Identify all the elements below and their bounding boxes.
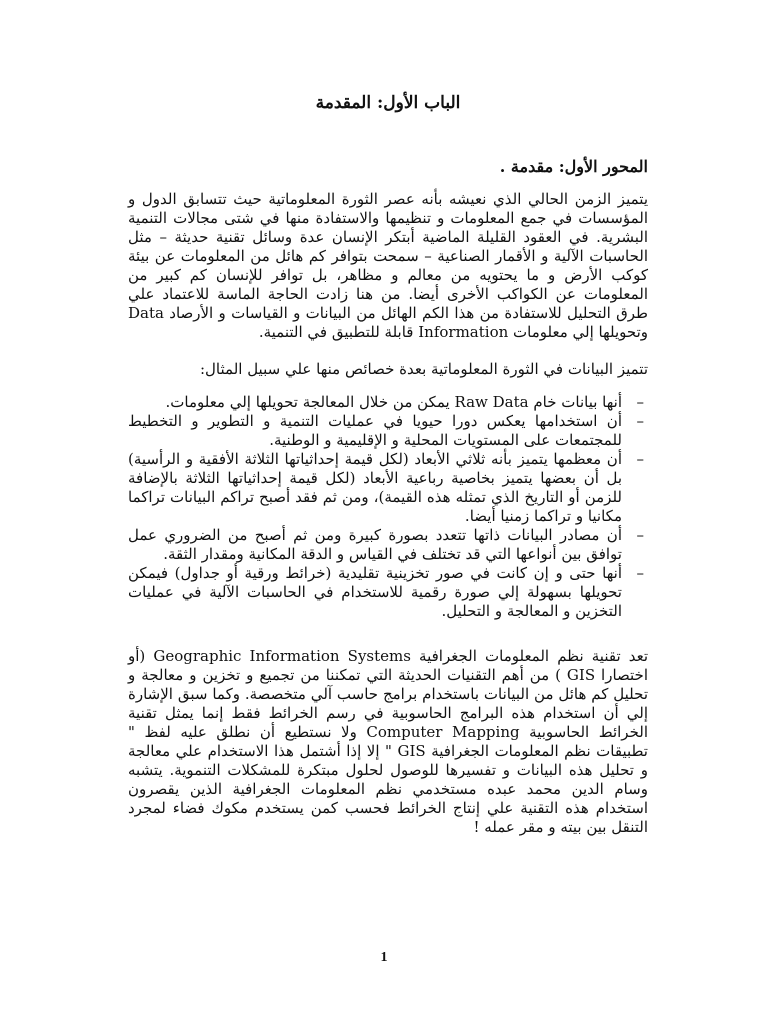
- section-title: المحور الأول: مقدمة .: [499, 157, 648, 176]
- gis-paragraph: تعد تقنية نظم المعلومات الجغرافية Geographic Information Systems (أو اختصارا GIS ) من أهم التقنيات الحديثة التي تمكننا من تجميع و تخزين و معالجة و تحليل كم هائل من البيانات باستخدام برامج حاسب آلي متخصصة. وكما سبق الإشارة إلي أن استخدام هذه البرامج الحاسوبية في رسم الخرائط فقط إنما يمثل تقنية الخرائط الحاسوبية Computer Mapping ولا نستطيع أن نطلق عليه لفظ " تطبيقات نظم المعلومات الجغرافية GIS " إلا إذا أشتمل هذا الاستخدام علي معالجة و تحليل هذه البيانات و تفسيرها للوصول لحلول مبتكرة للمشكلات التنموية. يتشبه وسام الدين محمد عبده مستخدمي نظم المعلومات الجغرافية الذين يقصرون استخدام هذه التقنية علي إنتاج الخرائط فحسب كمن يستخدم مكوك فضاء لمجرد التنقل بين بيته و مقر عمله !: [128, 647, 649, 836]
- feature-item: – أنها بيانات خام Raw Data يمكن من خلال المعالجة تحويلها إلي معلومات.: [128, 393, 648, 412]
- feature-item: – أن معظمها يتميز بأنه ثلاثي الأبعاد (لكل قيمة إحداثياتها الثلاثة الأفقية و الرأسية) بل أن بعضها يتميز بخاصية رباعية الأبعاد (لكل قيمة إحداثياتها الثلاثة بالإضافة للزمن أو التاريخ الذي تمثله هذه القيمة)، ومن ثم فقد أصبح تراكم البيانات تراكما مكانيا و تراكما زمنيا أيضا.: [128, 450, 648, 526]
- page-content: [128, 94, 648, 837]
- intro-paragraph: يتميز الزمن الحالي الذي نعيشه بأنه عصر الثورة المعلوماتية حيث تتسابق الدول و المؤسسات في جمع المعلومات و تنظيمها والاستفادة منها في شتى مجالات التنمية البشرية. في العقود القليلة الماضية أبتكر الإنسان عدة وسائل تقنية حديثة – مثل الحاسبات الآلية و الأقمار الصناعية – سمحت بتوافر كم هائل من المعلومات عن بيئة كوكب الأرض و ما يحتويه من معالم و مظاهر، بل توافر للإنسان كم كبير من المعلومات عن الكواكب الأخرى أيضا. من هنا زادت الحاجة الماسة للاعتماد علي طرق التحليل للاستفادة من هذا الكم الهائل من البيانات و القياسات و الأرصاد Data وتحويلها إلي معلومات Information قابلة للتطبيق في التنمية.: [128, 190, 648, 341]
- features-lead: تتميز البيانات في الثورة المعلوماتية بعدة خصائص منها علي سبيل المثال:: [199, 360, 648, 378]
- feature-item: – أنها حتى و إن كانت في صور تخزينية تقليدية (خرائط ورقية أو جداول) فيمكن تحويلها بسهولة إلي صورة رقمية للاستخدام في الحاسبات الآلية في عمليات التخزين و المعالجة و التحليل.: [128, 564, 648, 621]
- feature-item: – أن مصادر البيانات ذاتها تتعدد بصورة كبيرة ومن ثم أصبح من الضروري عمل توافق بين أنواعها التي قد تختلف في القياس و الدقة المكانية ومقدار الثقة.: [128, 526, 648, 564]
- chapter-title: الباب الأول: المقدمة: [315, 93, 461, 113]
- features-list: [128, 393, 648, 621]
- feature-item: – أن استخدامها يعكس دورا حيويا في عمليات التنمية و التطوير و التخطيط للمجتمعات على المستويات المحلية و الإقليمية و الوطنية.: [128, 412, 648, 450]
- page-number: 1: [380, 950, 388, 965]
